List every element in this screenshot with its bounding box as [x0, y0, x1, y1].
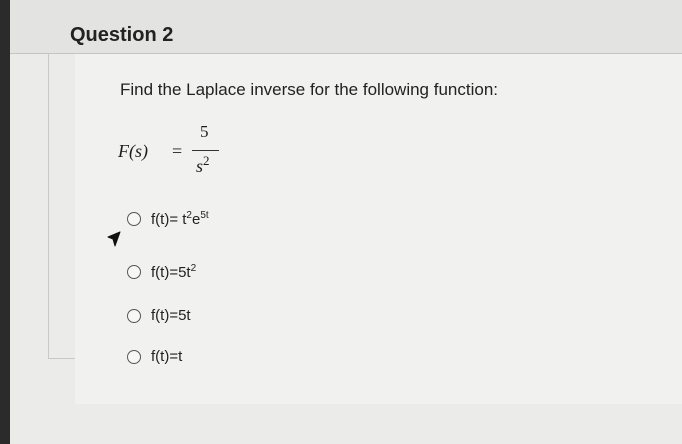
answer-option-4-label: f(t)=t	[151, 348, 183, 365]
formula-numerator: 5	[200, 122, 209, 141]
answer-option-2-prefix: f(t)=5t	[151, 264, 191, 281]
fraction-bar	[192, 150, 219, 151]
formula-denominator-base: s	[196, 156, 204, 176]
arrow-cursor-icon	[107, 231, 121, 247]
formula-denominator-exp: 2	[203, 153, 210, 168]
answer-option-label	[151, 210, 209, 228]
answer-option-1-exp: 2	[186, 210, 192, 221]
formula-equals: =	[172, 141, 183, 161]
radio-unselected-icon[interactable]	[127, 350, 141, 364]
answer-option-2-exp: 2	[190, 263, 197, 274]
answer-option-3[interactable]	[127, 307, 191, 324]
answer-option-label	[151, 263, 196, 281]
window-left-edge	[0, 0, 10, 444]
answer-option-3-label: f(t)=5t	[151, 307, 191, 324]
formula-denominator	[196, 153, 210, 177]
radio-unselected-icon[interactable]	[127, 309, 141, 323]
answer-option-2[interactable]	[127, 263, 196, 281]
question-side-rule	[48, 53, 76, 359]
answer-option-4[interactable]	[127, 348, 182, 365]
answer-option-1[interactable]	[127, 210, 209, 228]
answer-option-1-mid: e	[191, 211, 201, 228]
question-prompt: Find the Laplace inverse for the following function:	[120, 80, 499, 99]
formula-lhs: F(s)	[118, 141, 148, 161]
answer-option-1-prefix: f(t)= t	[151, 211, 187, 228]
answer-option-1-exp2: 5t	[200, 210, 209, 221]
radio-unselected-icon[interactable]	[127, 212, 141, 226]
radio-unselected-icon[interactable]	[127, 265, 141, 279]
question-title: Question 2	[70, 24, 174, 46]
